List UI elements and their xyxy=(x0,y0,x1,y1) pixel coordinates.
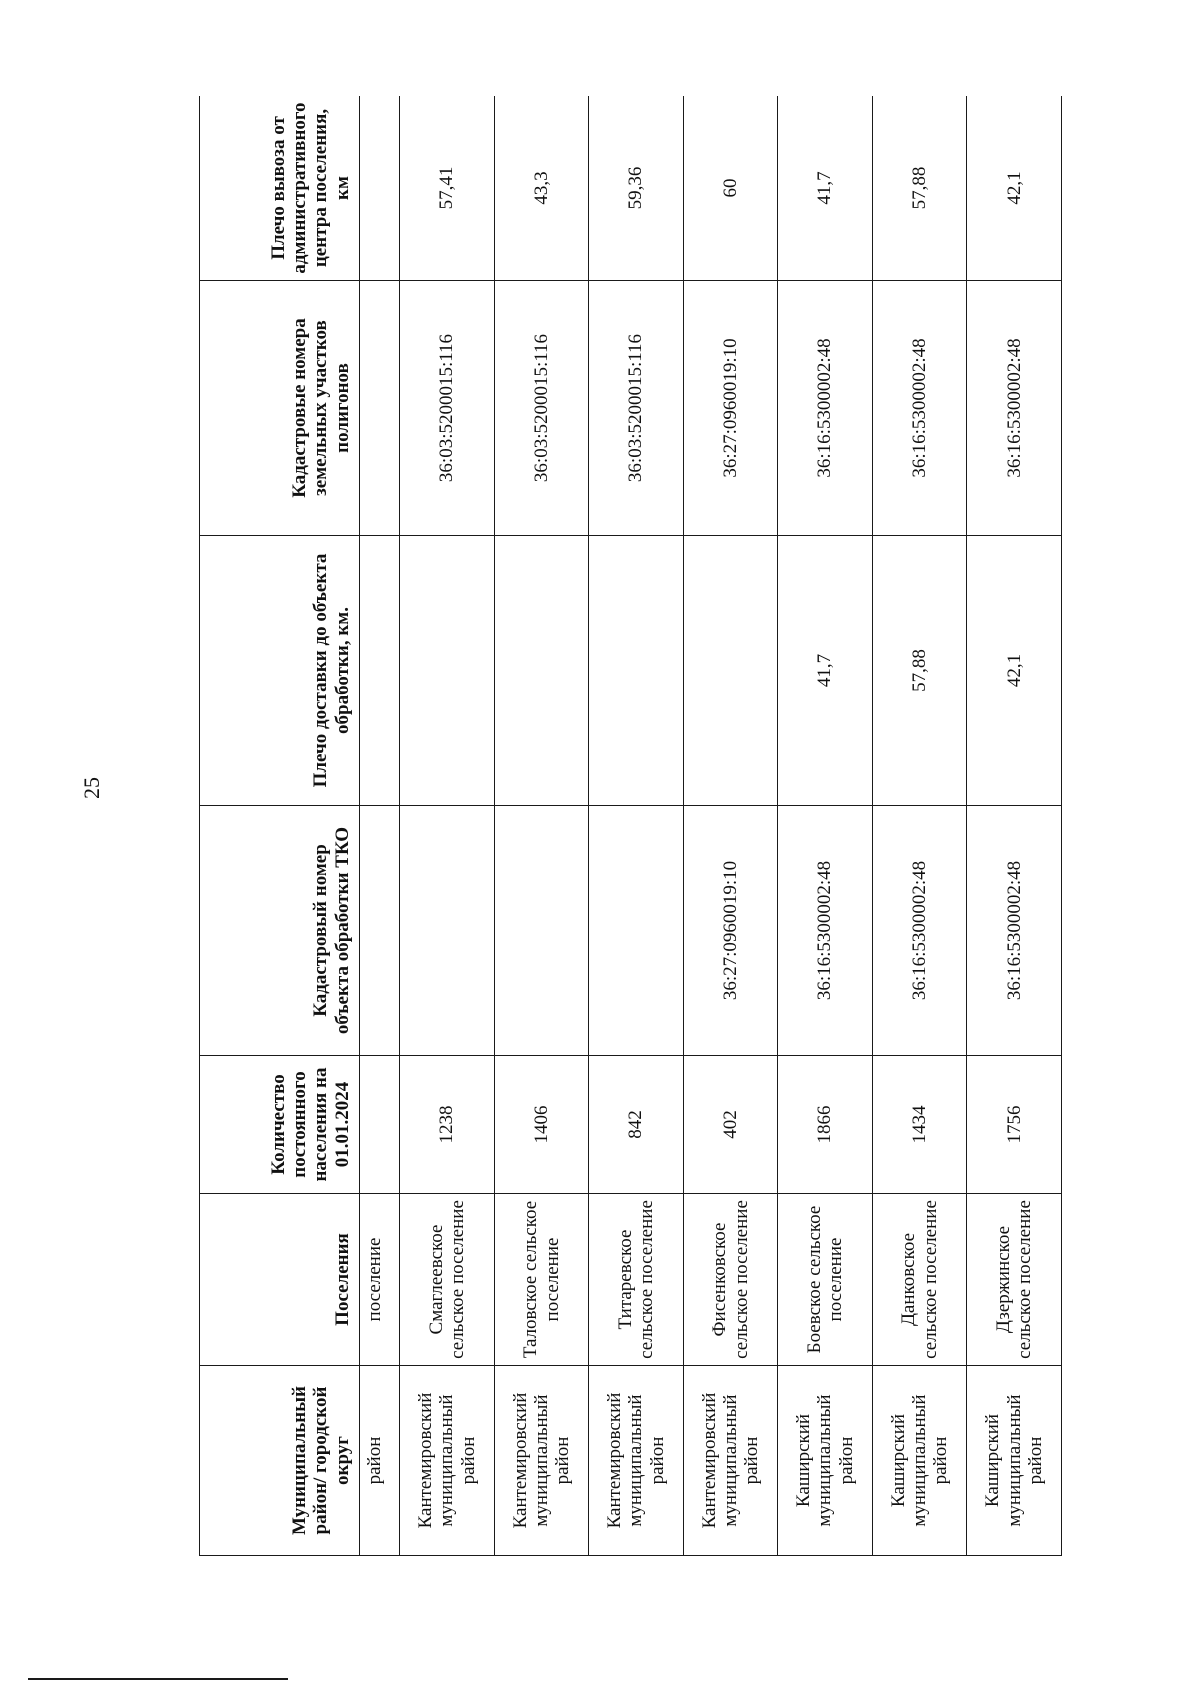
table-cell: 402 xyxy=(683,1056,778,1194)
table-cell: 36:27:0960019:10 xyxy=(683,806,778,1056)
table-cell: 57,41 xyxy=(400,96,495,281)
table-row xyxy=(872,96,967,1556)
table-cell: Кантемировский муниципальный район xyxy=(589,1366,684,1556)
header-landfill-cadastral: Кадастровые номера земельных участков полигонов xyxy=(200,281,360,536)
footer-rule xyxy=(28,1678,288,1680)
table-cell: 842 xyxy=(589,1056,684,1194)
table-cell xyxy=(400,806,495,1056)
table-cell: 36:03:5200015:116 xyxy=(589,281,684,536)
table-row xyxy=(967,96,1062,1556)
table-cell: 42,1 xyxy=(967,96,1062,281)
table-cell xyxy=(360,536,400,806)
table-cell: Смаглеевское сельское поселение xyxy=(400,1194,495,1366)
header-delivery-distance: Плечо доставки до объекта обработки, км. xyxy=(200,536,360,806)
table-cell: 36:16:5300002:48 xyxy=(778,806,873,1056)
table-cell: 36:16:5300002:48 xyxy=(967,281,1062,536)
table-cell: 57,88 xyxy=(872,536,967,806)
settlements-table xyxy=(199,96,1062,1556)
table-cell xyxy=(683,536,778,806)
table-cell: 1238 xyxy=(400,1056,495,1194)
table-cell: 1866 xyxy=(778,1056,873,1194)
table-cell xyxy=(360,281,400,536)
table-row xyxy=(778,96,873,1556)
table-cell xyxy=(360,1056,400,1194)
table-cell: Боевское сельское поселение xyxy=(778,1194,873,1366)
table-cell: Кантемировский муниципальный район xyxy=(494,1366,589,1556)
table-cell: Дзержинское сельское поселение xyxy=(967,1194,1062,1366)
table-cell: Данковское сельское поселение xyxy=(872,1194,967,1366)
table-cell xyxy=(494,806,589,1056)
table-cell: 1756 xyxy=(967,1056,1062,1194)
table-cell: 36:03:5200015:116 xyxy=(400,281,495,536)
table-row xyxy=(683,96,778,1556)
table-cell: 36:03:5200015:116 xyxy=(494,281,589,536)
table-cell: поселение xyxy=(360,1194,400,1366)
table-cell: 36:16:5300002:48 xyxy=(967,806,1062,1056)
header-export-distance: Плечо вывоза от административного центра поселения, км xyxy=(200,96,360,281)
header-district: Муниципальный район/ городской округ xyxy=(200,1366,360,1556)
table-cell xyxy=(360,806,400,1056)
table-cell: Кантемировский муниципальный район xyxy=(683,1366,778,1556)
table-cell: 59,36 xyxy=(589,96,684,281)
table-cell xyxy=(360,96,400,281)
table-cell: 41,7 xyxy=(778,96,873,281)
table-cell: Фисенковское сельское поселение xyxy=(683,1194,778,1366)
table-cell: Таловское сельское поселение xyxy=(494,1194,589,1366)
table-cell: район xyxy=(360,1366,400,1556)
table-cell: 41,7 xyxy=(778,536,873,806)
table-cell: 36:16:5300002:48 xyxy=(778,281,873,536)
table-cell: 60 xyxy=(683,96,778,281)
table-cell: 1406 xyxy=(494,1056,589,1194)
table-cell: 36:16:5300002:48 xyxy=(872,806,967,1056)
table-cell xyxy=(494,536,589,806)
table-cell xyxy=(400,536,495,806)
header-settlement: Поселения xyxy=(200,1194,360,1366)
page-number: 25 xyxy=(79,777,104,799)
table-header-row xyxy=(200,96,360,1556)
table-cell: Каширский муниципальный район xyxy=(778,1366,873,1556)
table-cell xyxy=(589,806,684,1056)
table-row xyxy=(400,96,495,1556)
table-cell: 43,3 xyxy=(494,96,589,281)
table-row-continuation xyxy=(360,96,400,1556)
table-cell: Титаревское сельское поселение xyxy=(589,1194,684,1366)
table-container xyxy=(199,96,1062,1556)
table-row xyxy=(494,96,589,1556)
table-cell: Каширский муниципальный район xyxy=(872,1366,967,1556)
table-cell: Кантемировский муниципальный район xyxy=(400,1366,495,1556)
header-population: Количество постоянного населения на 01.01.2024 xyxy=(200,1056,360,1194)
header-processing-cadastral: Кадастровый номер объекта обработки ТКО xyxy=(200,806,360,1056)
table-cell: 36:16:5300002:48 xyxy=(872,281,967,536)
table-cell: Каширский муниципальный район xyxy=(967,1366,1062,1556)
table-cell: 1434 xyxy=(872,1056,967,1194)
table-cell: 57,88 xyxy=(872,96,967,281)
table-cell: 36:27:0960019:10 xyxy=(683,281,778,536)
table-cell: 42,1 xyxy=(967,536,1062,806)
table-row xyxy=(589,96,684,1556)
table-cell xyxy=(589,536,684,806)
